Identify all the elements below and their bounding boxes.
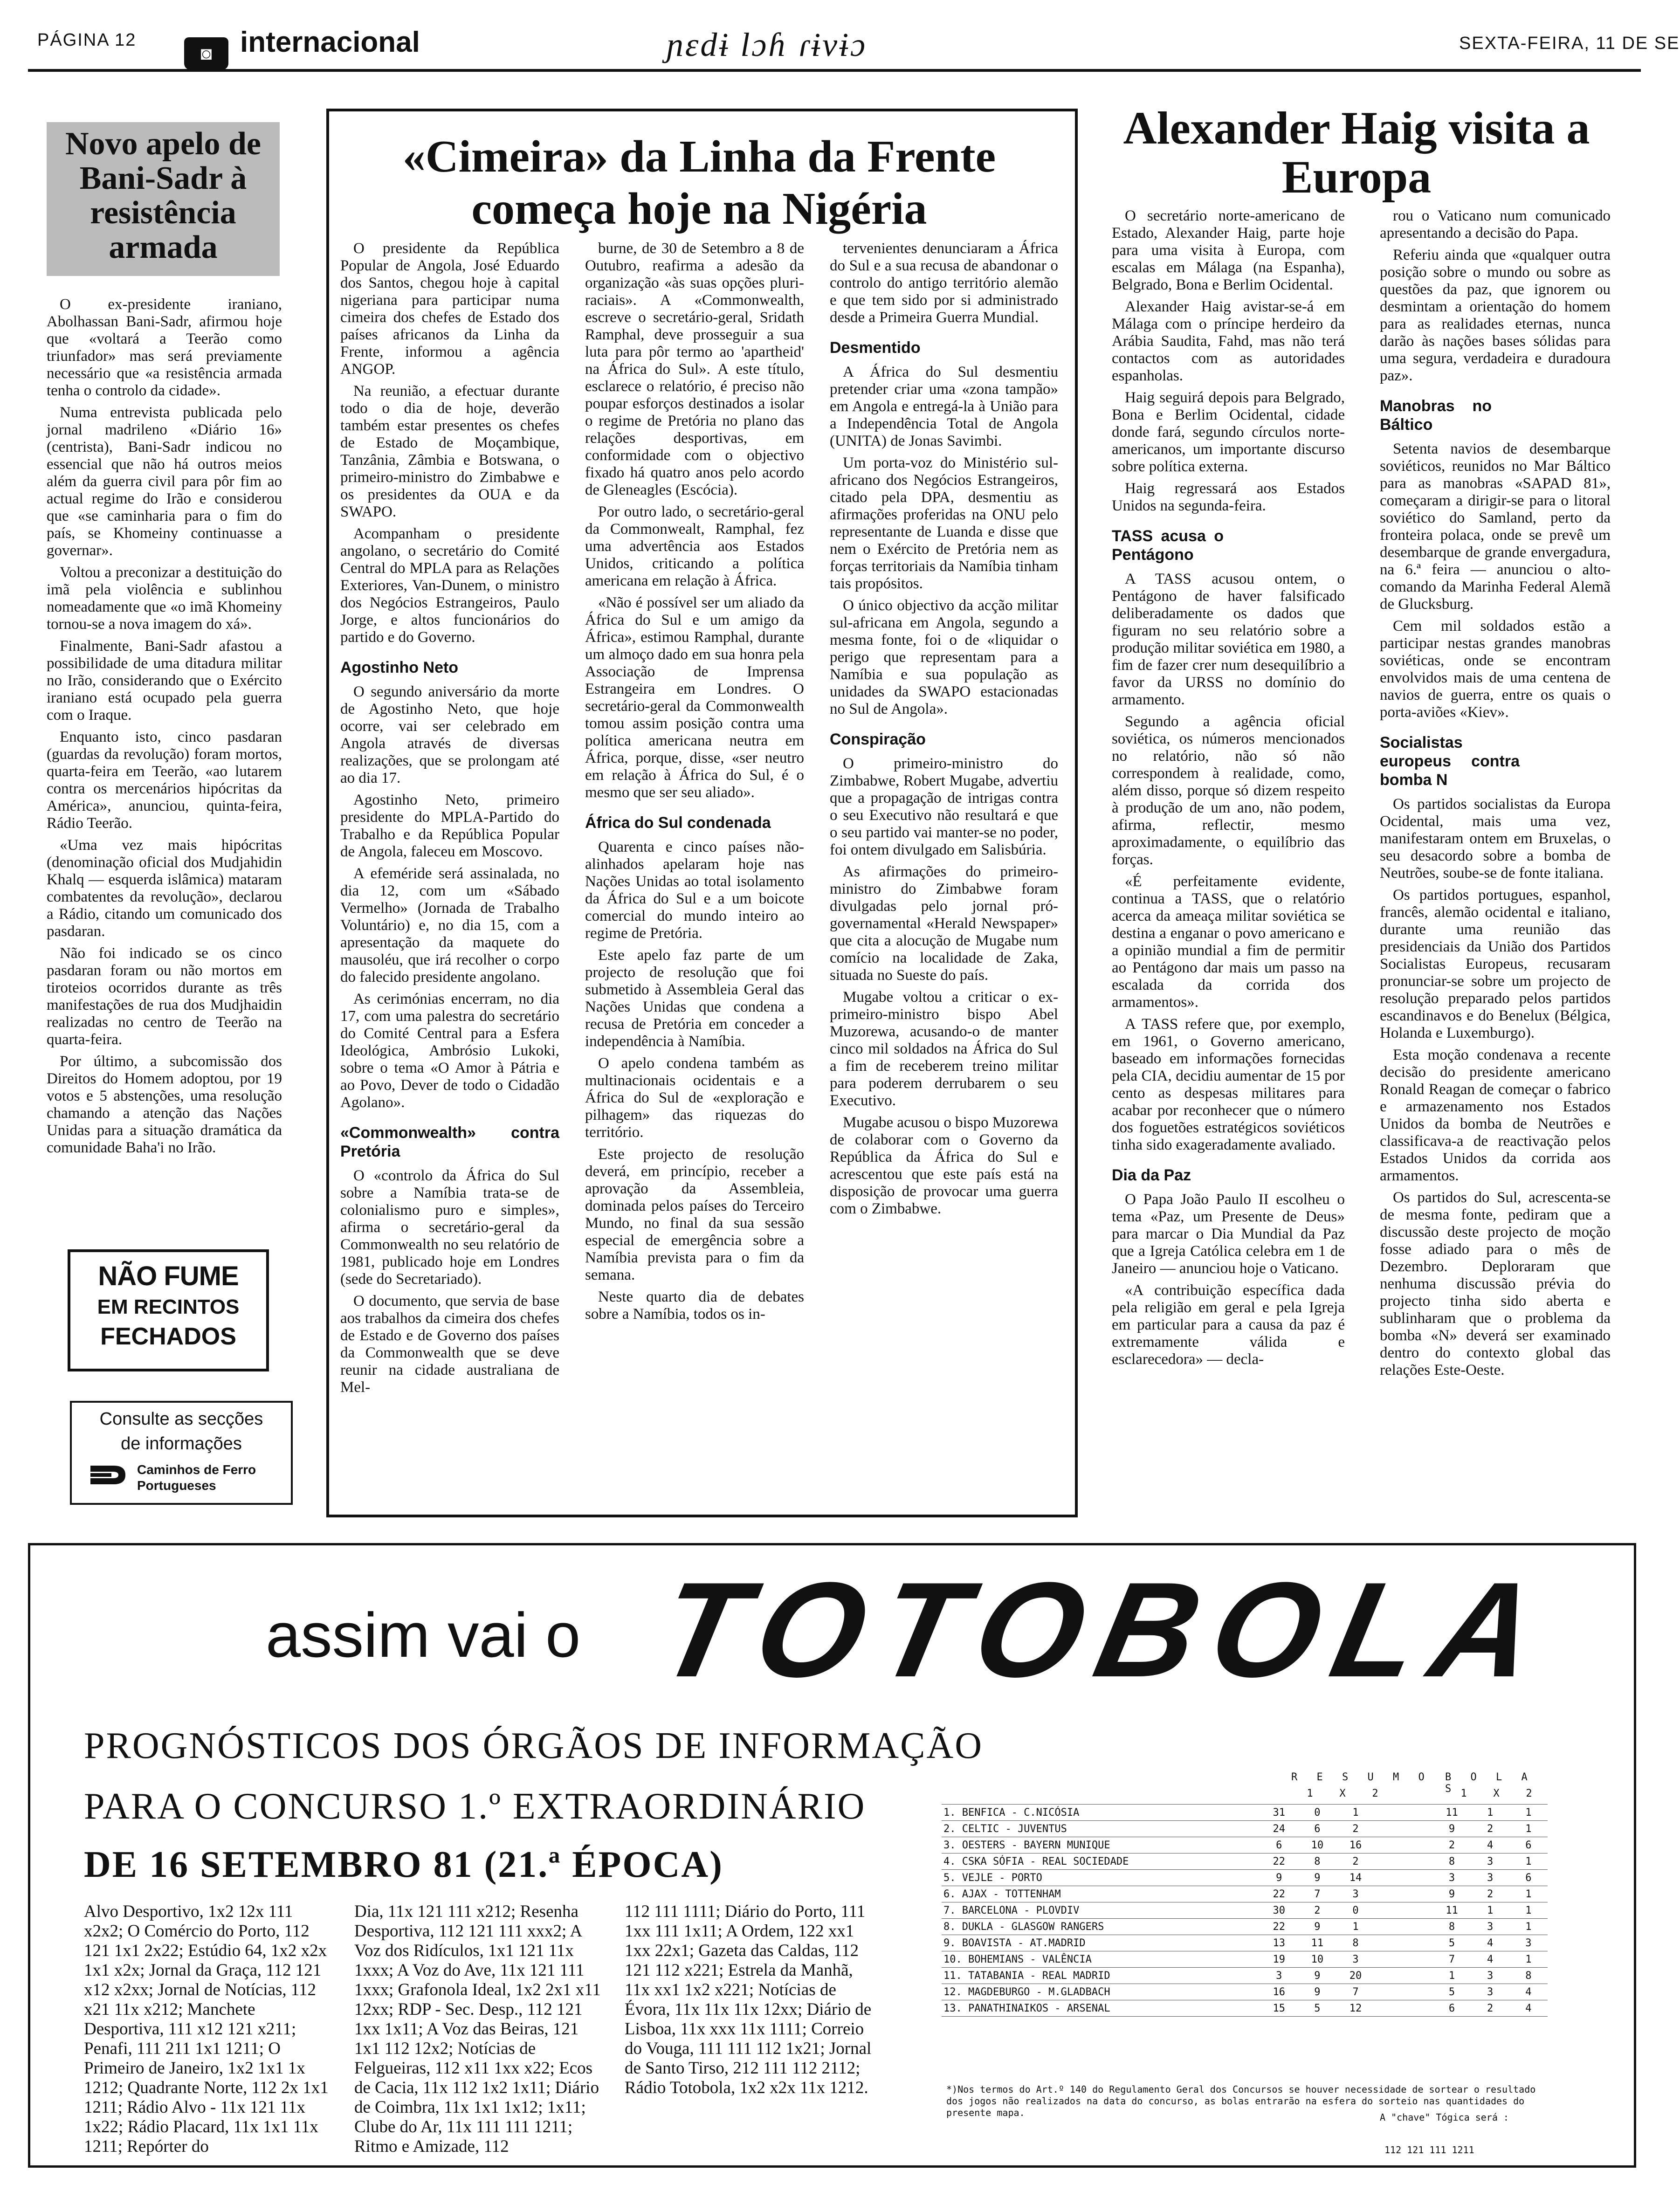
table-cell: 10 [1298,1951,1336,1968]
predictions-col-2: Dia, 11x 121 111 x212; Resenha Desportiva, 112 121 111 xxx2; A Voz dos Ridículos, 1x1 121 11x 1xxx; A Voz do Ave, 11x 121 111 1xxx; Grafonola Ideal, 1x2 2x1 x11 12xx; RDP - Sec. Desp., 112 121 1xx 1x11; A Voz das Beiras, 121 1x1 112 12x2; Notícias de Felgueiras, 112 x11 1xx x22; Ecos de Cacia, 11x 112 1x2 1x11; Diário de Coimbra, 11x 1x1 1x12; 1x11; Clube do Ar, 11x 111 111 1211; Ritmo e Amizade, 112 [354,1902,601,2156]
table-cell: 1 [1509,1919,1548,1935]
table-cell: 3 [1471,1870,1509,1886]
cp-name1: Caminhos de Ferro [137,1462,256,1477]
table-row [942,1951,1548,1968]
table-cell: 11 [1432,1805,1471,1821]
table-row [942,1919,1548,1935]
paragraph: O segundo aniversário da morte de Agostinho Neto, que hoje ocorre, vai ser celebrado em Angola através de diversas realizações, que se prolongam até ao dia 17. [340,683,559,786]
table-cell: 7 [1336,1984,1375,2000]
table-cell: 8 [1298,1853,1336,1870]
paragraph: O Papa João Paulo II escolheu o tema «Paz, um Presente de Deus» para marcar o Dia Mundial da Paz que a Igreja Católica celebra em 1 de Janeiro — anunciou hoje o Vaticano. [1112,1191,1345,1277]
spacer-cell [1375,1919,1432,1935]
paragraph: Na reunião, a efectuar durante todo o dia de hoje, deverão também estar presentes os chefes de Estado de Moçambique, Tanzânia, Zâmbia e Botswana, o primeiro-ministro do Zimbabwe e os presidentes da OUA e da SWAPO. [340,383,559,520]
cp-name2: Portugueses [137,1478,216,1493]
table-cell: 9 [1298,1968,1336,1984]
table-cell: 8 [1432,1853,1471,1870]
paragraph: Finalmente, Bani-Sadr afastou a possibilidade de uma ditadura militar no Irão, considerando que o Exército iraniano está ocupado pela guerra com o Iraque. [47,638,282,723]
col-header: 1 [1307,1788,1313,1799]
left-headline: Novo apelo de Bani-Sadr à resistência armada [65,126,261,265]
cp-ad [70,1401,293,1505]
table-cell: 3 [1471,1853,1509,1870]
page-number: PÁGINA 12 [37,30,137,50]
paragraph: «Uma vez mais hipócritas (denominação oficial dos Mudjahidin Khalq — esquerda islâmica) mataram combatentes da revolução», declarou a Rádio, citando um comunicado dos pasdaran. [47,837,282,940]
totobola-line3: DE 16 SETEMBRO 81 (21.ª ÉPOCA) [84,1844,723,1885]
newspaper-name: ɲɛdɨ lɔɦ ɾɨvɨɔ [667,26,868,63]
col-header: 2 [1526,1788,1532,1799]
ad-line: NÃO FUME [98,1261,239,1291]
table-cell: 3 [1260,1968,1298,1984]
cp-line1: Consulte as secções [99,1409,263,1429]
paragraph: As cerimónias encerram, no dia 17, com uma palestra do secretário do Comité Central para a Esfera Ideológica, Ambrósio Lukoki, sobre o tema «O Amor à Pátria e ao Povo, Dever de todo o Cidadão Agolano». [340,991,559,1111]
table-row [942,1837,1548,1853]
paragraph: Mugabe voltou a criticar o ex-primeiro-ministro bispo Abel Muzorewa, acusando-o de manter cinco mil soldados na África do Sul a fim de receberem treino militar para poderem derrubarem o seu Executivo. [830,989,1058,1109]
chave-value: 112 121 111 1211 [1384,2144,1474,2156]
table-cell: 0 [1298,1805,1336,1821]
paragraph: Haig regressará aos Estados Unidos na segunda-feira. [1112,480,1345,514]
paragraph: Enquanto isto, cinco pasdaran (guardas da revolução) foram mortos, quarta-feira em Teerão, «ao lutarem contra os mercenários hipócritas da América», anunciou, quinta-feira, Rádio Teerão. [47,729,282,832]
match-name: 8. DUKLA - GLASGOW RANGERS [942,1919,1260,1935]
table-cell: 1 [1509,1821,1548,1837]
table-cell: 3 [1471,1968,1509,1984]
paragraph: Segundo a agência oficial soviética, os números mencionados no relatório, não só não correspondem à realidade, como, além disso, porque só dizem respeito à produção de um ano, não podem, afirma, reflectir, mesmo aproximadamente, o equilíbrio das forças. [1112,713,1345,868]
table-cell: 5 [1432,1935,1471,1951]
paragraph: A África do Sul desmentiu pretender criar uma «zona tampão» em Angola e entregá-la à União para a Independência Total de Angola (UNITA) de Jonas Savimbi. [830,364,1058,449]
paragraph: burne, de 30 de Setembro a 8 de Outubro, reafirma a adesão da organização «às suas opções pluri-raciais». A «Commonwealth, escreve o secretário-geral, Sridath Ramphal, deve prosseguir a sua luta para pôr termo ao 'apartheid' na África do Sul». A este título, esclarece o relatório, é preciso não poupar esforços destinados a isolar o regime de Pretória no plano das relações desportivas, em conformidade com o objectivo fixado há quatro anos pelo acordo de Gleneagles (Escócia). [585,240,804,498]
match-name: 11. TATABANIA - REAL MADRID [942,1968,1260,1984]
paragraph: Esta moção condenava a recente decisão do presidente americano Ronald Reagan de começar o fabrico e armazenamento nos Estados Unidos da bomba de Neutrões e classificava-a de reactivação pelos Estados Unidos da corrida aos armamentos. [1380,1047,1611,1184]
table-cell: 1 [1432,1968,1471,1984]
match-name: 10. BOHEMIANS - VALÊNCIA [942,1951,1260,1968]
table-cell: 15 [1260,2000,1298,2017]
table-cell: 8 [1336,1935,1375,1951]
paragraph: Cem mil soldados estão a participar nestas grandes manobras soviéticas, onde se encontram envolvidos mais de uma centena de navios de guerra, entre os quais o porta-aviões «Kiev». [1380,618,1611,721]
table-cell: 11 [1432,1902,1471,1919]
paragraph: Por outro lado, o secretário-geral da Commonwealt, Ramphal, fez uma advertência aos Estados Unidos, criticando a política americana em relação à África. [585,503,804,589]
match-name: 4. CSKA SÓFIA - REAL SOCIEDADE [942,1853,1260,1870]
paragraph: Mugabe acusou o bispo Muzorewa de colaborar com o Governo da República da África do Sul e acrescentou que este país está na disposição de provocar uma guerra com o Zimbabwe. [830,1114,1058,1217]
main-headline: «Cimeira» da Linha da Frente começa hoje na Nigéria [402,131,996,234]
table-row [942,1968,1548,1984]
paragraph: Os partidos socialistas da Europa Ocidental, mais uma vez, manifestaram ontem em Bruxelas, o seu desacordo sobre a bomba de Neutrões, soube-se de fonte italiana. [1380,796,1611,882]
paragraph: O presidente da República Popular de Angola, José Eduardo dos Santos, chegou hoje à capital nigeriana para participar numa cimeira dos chefes de Estado dos países africanos da Linha da Frente, informou a agência ANGOP. [340,240,559,378]
cp-line2: de informações [121,1434,242,1454]
spacer-cell [1375,1837,1432,1853]
table-cell: 3 [1336,1886,1375,1902]
table-cell: 9 [1298,1870,1336,1886]
paragraph: O apelo condena também as multinacionais ocidentais e a África do Sul de «exploração e pilhagem» das riquezas do território. [585,1055,804,1141]
spacer-cell [1375,1984,1432,2000]
subheading: Manobras no Báltico [1380,397,1492,434]
table-cell: 8 [1509,1968,1548,1984]
subheading: Desmentido [830,339,921,357]
table-cell: 20 [1336,1968,1375,1984]
table-row [942,2000,1548,2017]
paragraph: Os partidos do Sul, acrescenta-se de mesma fonte, pediram que a discussão deste projecto de moção fosse adiado para o mês de Dezembro. Deploraram que nenhuma discussão prévia do projecto tinha sido aberta e sublinharam que o problema da bomba «N» deverá ser examinado dentro do contexto global das relações Este-Oeste. [1380,1189,1611,1378]
main-col-1 [340,240,559,1401]
table-row [942,1870,1548,1886]
table-row [942,1853,1548,1870]
table-row [942,1935,1548,1951]
paragraph: Um porta-voz do Ministério sul-africano dos Negócios Estrangeiros, citado pela DPA, desmentiu as afirmações proferidas na ONU pelo representante de Luanda e disse que nem o Exército de Pretória nem as forças territoriais da Namíbia tinham tais propósitos. [830,455,1058,592]
predictions-col-1: Alvo Desportivo, 1x2 12x 111 x2x2; O Comércio do Porto, 112 121 1x1 2x22; Estúdio 64, 1x2 x2x 1x1 x2x; Jornal da Graça, 112 121 x12 x2xx; Jornal de Notícias, 112 x21 11x x212; Manchete Desportiva, 111 x12 121 x211; Penafi, 111 211 1x1 1211; O Primeiro de Janeiro, 1x2 1x1 1x 1212; Quadrante Norte, 112 2x 1x1 1211; Rádio Alvo - 11x 121 11x 1x22; Rádio Placard, 11x 1x1 11x 1211; Repórter do [84,1902,329,2156]
paragraph: Voltou a preconizar a destituição do imã pela violência e sublinhou nomeadamente que «o imã Khomeiny tornou-se a nova imagem do xá». [47,564,282,633]
table-cell: 1 [1509,1853,1548,1870]
spacer-cell [1375,1805,1432,1821]
spacer-cell [1375,1886,1432,1902]
table-row [942,1902,1548,1919]
paragraph: O secretário norte-americano de Estado, Alexander Haig, parte hoje para uma visita à Europa, com escalas em Málaga (na Espanha), Belgrado, Bona e Berlim Ocidental. [1112,207,1345,293]
subheading: «Commonwealth» contra Pretória [340,1124,559,1160]
table-cell: 4 [1509,2000,1548,2017]
paragraph: Os partidos portugues, espanhol, francês, alemão ocidental e italiano, durante uma reunião das presidenciais da União dos Partidos Socialistas Europeus, recusaram pronunciar-se sobre um projecto de resolução preparado pelos partidos escandinavos e do Benelux (Bélgica, Holanda e Luxemburgo). [1380,887,1611,1041]
spacer-cell [1375,1935,1432,1951]
table-cell: 1 [1471,1902,1509,1919]
paragraph: Haig seguirá depois para Belgrado, Bona e Berlim Ocidental, cidade donde fará, segundo círculos norte-americanos, um importante discurso sobre política externa. [1112,389,1345,475]
table-cell: 6 [1509,1837,1548,1853]
paragraph: O primeiro-ministro do Zimbabwe, Robert Mugabe, advertiu que a propagação de intrigas contra o seu Executivo não resultará e que o seu partido vai manter-se no poder, foi ontem divulgado em Salisbúria. [830,755,1058,858]
table-cell: 4 [1471,1951,1509,1968]
table-cell: 6 [1298,1821,1336,1837]
table-cell: 16 [1260,1984,1298,2000]
spacer-cell [1375,1821,1432,1837]
table-cell: 2 [1471,1886,1509,1902]
paragraph: Este apelo faz parte de um projecto de resolução que foi submetido à Assembleia Geral das Nações Unidas que condena a recusa de Pretória em conceder a independência à Namíbia. [585,947,804,1050]
match-name: 3. OESTERS - BAYERN MUNIQUE [942,1837,1260,1853]
ad-line: FECHADOS [100,1323,236,1350]
ad-line: EM RECINTOS [97,1295,240,1318]
table-cell: 1 [1336,1805,1375,1821]
paragraph: O documento, que servia de base aos trabalhos da cimeira dos chefes de Estado e de Governo dos países da Commonwealth que se deve reunir na cidade australiana de Mel- [340,1293,559,1396]
resumo-label: R E S U M O [1291,1771,1431,1783]
table-cell: 14 [1336,1870,1375,1886]
table-cell: 16 [1336,1837,1375,1853]
table-cell: 3 [1471,1919,1509,1935]
col-header: X [1493,1788,1500,1799]
subheading: TASS acusa o Pentágono [1112,527,1224,564]
table-cell: 9 [1432,1886,1471,1902]
match-name: 2. CELTIC - JUVENTUS [942,1821,1260,1837]
paragraph: O «controlo da África do Sul sobre a Namíbia trata-se de colonialismo puro e simples», afirma o secretário-geral da Commonwealth no seu relatório de 1981, publicado hoje em Londres (sede do Secretariado). [340,1167,559,1288]
paragraph: tervenientes denunciaram a África do Sul e a sua recusa de abandonar o controlo do antigo território alemão e que tem sido por si administrado desde a Primeira Guerra Mundial. [830,240,1058,326]
left-article-body [47,296,282,1161]
paragraph: O único objectivo da acção militar sul-africana em Angola, segundo a mesma fonte, foi o de «liquidar o perigo que representam para a Namíbia e sua população as unidades da SWAPO estacionadas no Sul de Angola». [830,597,1058,717]
table-cell: 9 [1432,1821,1471,1837]
column-headers [1294,1788,1555,1799]
table-cell: 9 [1260,1870,1298,1886]
table-row [942,1805,1548,1821]
paragraph: Referiu ainda que «qualquer outra posição sobre o mundo ou sobre as questões da paz, que ignorem ou desmintam a orientação do homem para as realidades eternas, nunca darão às nações bases sólidas para uma segura, verdadeira e duradoura paz». [1380,247,1611,384]
paragraph: Numa entrevista publicada pelo jornal madrileno «Diário 16» (centrista), Bani-Sadr indicou no essencial que não há outros meios além da guerra civil para pôr fim ao actual regime do Irão e considerou que «se caminharia para o fim do país, se Khomeiny continuasse a governar». [47,404,282,559]
table-cell: 1 [1509,1902,1548,1919]
table-cell: 19 [1260,1951,1298,1968]
no-smoking-ad [68,1249,269,1371]
spacer-cell [1375,1902,1432,1919]
paragraph: Neste quarto dia de debates sobre a Namíbia, todos os in- [585,1288,804,1323]
paragraph: «É perfeitamente evidente, continua a TASS, que o relatório acerca da ameaça militar soviética se destina a enganar o povo americano e a opinião mundial a fim de permitir ao Pentágono dar mais um passo na escalada da corrida dos armamentos». [1112,873,1345,1011]
paragraph: Por último, a subcomissão dos Direitos do Homem adoptou, por 19 votos e 5 abstenções, uma resolução chamando a atenção das Nações Unidas para a situação dramática da comunidade Baha'i no Irão. [47,1053,282,1156]
section-logo-icon: ◙ [184,37,228,70]
table-cell: 0 [1336,1902,1375,1919]
totobola-brand: TOTOBOLA [646,1554,1566,1705]
table-cell: 13 [1260,1935,1298,1951]
table-cell: 9 [1298,1984,1336,2000]
paragraph: Setenta navios de desembarque soviéticos, reunidos no Mar Báltico para as manobras «SAPAD 81», começaram a dirigir-se para o litoral soviético do Samland, perto da fronteira polaca, onde se prevê um desembarque de grande envergadura, na 6.ª feira — anunciou o alto-comando da Marinha Federal Alemã de Glucksburg. [1380,441,1611,613]
main-col-3 [830,240,1058,1222]
paragraph: «Não é possível ser um aliado da África do Sul e um amigo da África», estimou Ramphal, durante um almoço dado em sua honra pela Associação de Imprensa Estrangeira em Londres. O secretário-geral da Commonwealth tomou assim posição contra uma política americana neutra em África, porque, disse, «ser neutro em relação à África do Sul, é o mesmo que ser seu aliado». [585,594,804,801]
cp-logo-icon [86,1459,130,1491]
totobola-line1: PROGNÓSTICOS DOS ÓRGÃOS DE INFORMAÇÃO [84,1725,984,1766]
table-cell: 3 [1509,1935,1548,1951]
paragraph: O ex-presidente iraniano, Abolhassan Bani-Sadr, afirmou hoje que «voltará a Teerão como triunfador» mas será previamente necessário que «a resistência armada tenha o controlo da cidade». [47,296,282,399]
table-cell: 1 [1509,1951,1548,1968]
spacer-cell [1375,1853,1432,1870]
table-cell: 1 [1471,1805,1509,1821]
table-cell: 2 [1471,1821,1509,1837]
table-cell: 11 [1298,1935,1336,1951]
table-cell: 1 [1336,1919,1375,1935]
right-col-2 [1380,207,1611,1384]
table-cell: 22 [1260,1919,1298,1935]
predictions-col-3: 112 111 1111; Diário do Porto, 111 1xx 111 1x11; A Ordem, 122 xx1 1xx 22x1; Gazeta das Caldas, 112 121 112 x221; Estrela da Manhã, 11x xx1 1x2 x221; Notícias de Évora, 11x 11x 11x 12xx; Diário de Lisboa, 11x xxx 11x 1111; Correio do Vouga, 111 111 112 1x21; Jornal de Santo Tirso, 212 111 112 2112; Rádio Totobola, 1x2 x2x 11x 1212. [625,1902,872,2097]
match-name: 13. PANATHINAIKOS - ARSENAL [942,2000,1260,2017]
table-cell: 4 [1471,1837,1509,1853]
table-cell: 6 [1432,2000,1471,2017]
totobola-line2: PARA O CONCURSO 1.º EXTRAORDINÁRIO [84,1786,866,1827]
subheading: Conspiração [830,730,926,748]
table-cell: 22 [1260,1886,1298,1902]
right-col-1 [1112,207,1345,1373]
match-name: 6. AJAX - TOTTENHAM [942,1886,1260,1902]
masthead-rule [28,69,1641,72]
table-row [942,1886,1548,1902]
paragraph: A TASS acusou ontem, o Pentágono de haver falsificado deliberadamente os dados que figuram no seu relatório sobre a produção militar soviética em 1980, a fim de fazer crer num desequilíbrio a favor da URSS no domínio do armamento. [1112,571,1345,708]
col-header: 2 [1372,1788,1378,1799]
paragraph: Este projecto de resolução deverá, em princípio, receber a aprovação da Assembleia, dominada pelos países do Terceiro Mundo, no final da sua sessão especial de emergência sobre a Namíbia prevista para o fim da semana. [585,1146,804,1283]
main-col-2 [585,240,804,1328]
paragraph: «A contribuição específica dada pela religião em geral e pela Igreja em particular para a causa da paz é extremamente válida e esclarecedora» — decla- [1112,1282,1345,1368]
chave-label: A "chave" Tógica será : [1380,2112,1509,2123]
paragraph: Quarenta e cinco países não-alinhados apelaram hoje nas Nações Unidas ao total isolamento da África do Sul e a um boicote comercial do mundo inteiro ao regime de Pretória. [585,839,804,942]
paragraph: A TASS refere que, por exemplo, em 1961, o Governo americano, baseado em informações fornecidas pela CIA, decidiu aumentar de 15 por cento as despesas militares para acabar por reconhecer que o número dos foguetões estratégicos soviéticos tinha sido exageradamente avaliado. [1112,1016,1345,1153]
paragraph: As afirmações do primeiro-ministro do Zimbabwe foram divulgadas pelo jornal pró-governamental «Herald Newspaper» que cita a alocução de Mugabe num comício na localidade de Zaka, situada no Sueste do país. [830,863,1058,984]
paragraph: Alexander Haig avistar-se-á em Málaga com o príncipe herdeiro da Arábia Saudita, Fahd, mas não terá contactos com as autoridades espanholas. [1112,298,1345,384]
table-cell: 5 [1298,2000,1336,2017]
match-name: 7. BARCELONA - PLOVDIV [942,1902,1260,1919]
col-header: X [1339,1788,1346,1799]
bolas-label: B O L A S [1445,1771,1534,1795]
table-cell: 2 [1432,1837,1471,1853]
subheading: Socialistas europeus contra bomba N [1380,734,1520,789]
table-cell: 22 [1260,1853,1298,1870]
spacer-cell [1375,1968,1432,1984]
table-row [942,1821,1548,1837]
table-cell: 3 [1336,1951,1375,1968]
paragraph: Não foi indicado se os cinco pasdaran foram ou não mortos em tiroteios ocorridos durante as três manifestações de rua dos Mudjhaidin realizadas no centro de Teerão na quarta-feira. [47,945,282,1048]
table-cell: 6 [1260,1837,1298,1853]
table-cell: 2 [1336,1821,1375,1837]
match-name: 9. BOAVISTA - AT.MADRID [942,1935,1260,1951]
subheading: Dia da Paz [1112,1166,1191,1184]
col-header: 1 [1460,1788,1467,1799]
table-cell: 4 [1509,1984,1548,2000]
paragraph: Agostinho Neto, primeiro presidente do MPLA-Partido do Trabalho e da República Popular de Angola, faleceu em Moscovo. [340,792,559,860]
paragraph: Acompanham o presidente angolano, o secretário do Comité Central do MPLA para as Relações Exteriores, Van-Dunem, o ministro dos Negócios Estrangeiros, Paulo Jorge, e altos funcionários do partido e do Governo. [340,525,559,646]
table-cell: 2 [1298,1902,1336,1919]
subheading: África do Sul condenada [585,814,771,832]
match-name: 5. VEJLE - PORTO [942,1870,1260,1886]
table-cell: 8 [1432,1919,1471,1935]
table-cell: 7 [1432,1951,1471,1968]
section-title: internacional [240,26,420,58]
table-row [942,1984,1548,2000]
left-headline-box [47,122,280,276]
issue-date: SEXTA-FEIRA, 11 DE SE [1459,34,1680,53]
table-cell: 2 [1336,1853,1375,1870]
regulation-note: *)Nos termos do Art.º 140 do Regulamento Geral dos Concursos se houver necessidade de sortear o resultado dos jogos não realizados na data do concurso, as bolas entrarão na esfera do sorteio nas quantidades do presente mapa. [946,2084,1536,2118]
right-headline: Alexander Haig visita a Europa [1123,102,1590,203]
table-cell: 10 [1298,1837,1336,1853]
table-cell: 31 [1260,1805,1298,1821]
table-cell: 4 [1471,1935,1509,1951]
table-cell: 3 [1432,1870,1471,1886]
table-cell: 6 [1509,1870,1548,1886]
paragraph: A efeméride será assinalada, no dia 12, com um «Sábado Vermelho» (Jornada de Trabalho Voluntário) e, no dia 15, com a apresentação da maquete do mausoléu, que irá recolher o corpo do falecido presidente angolano. [340,865,559,985]
table-cell: 1 [1509,1805,1548,1821]
resumo-table [942,1771,1548,2017]
match-name: 12. MAGDEBURGO - M.GLADBACH [942,1984,1260,2000]
spacer-cell [1375,2000,1432,2017]
table-cell: 1 [1509,1886,1548,1902]
table-cell: 9 [1298,1919,1336,1935]
resumo-grid [942,1804,1548,2017]
spacer-cell [1375,1870,1432,1886]
table-cell: 5 [1432,1984,1471,2000]
table-cell: 7 [1298,1886,1336,1902]
spacer-cell [1375,1951,1432,1968]
table-cell: 24 [1260,1821,1298,1837]
table-cell: 3 [1471,1984,1509,2000]
totobola-lead: assim vai o [266,1600,581,1670]
table-cell: 12 [1336,2000,1375,2017]
match-name: 1. BENFICA - C.NICÓSIA [942,1805,1260,1821]
paragraph: rou o Vaticano num comunicado apresentando a decisão do Papa. [1380,207,1611,241]
table-cell: 2 [1471,2000,1509,2017]
subheading: Agostinho Neto [340,659,459,676]
table-cell: 30 [1260,1902,1298,1919]
